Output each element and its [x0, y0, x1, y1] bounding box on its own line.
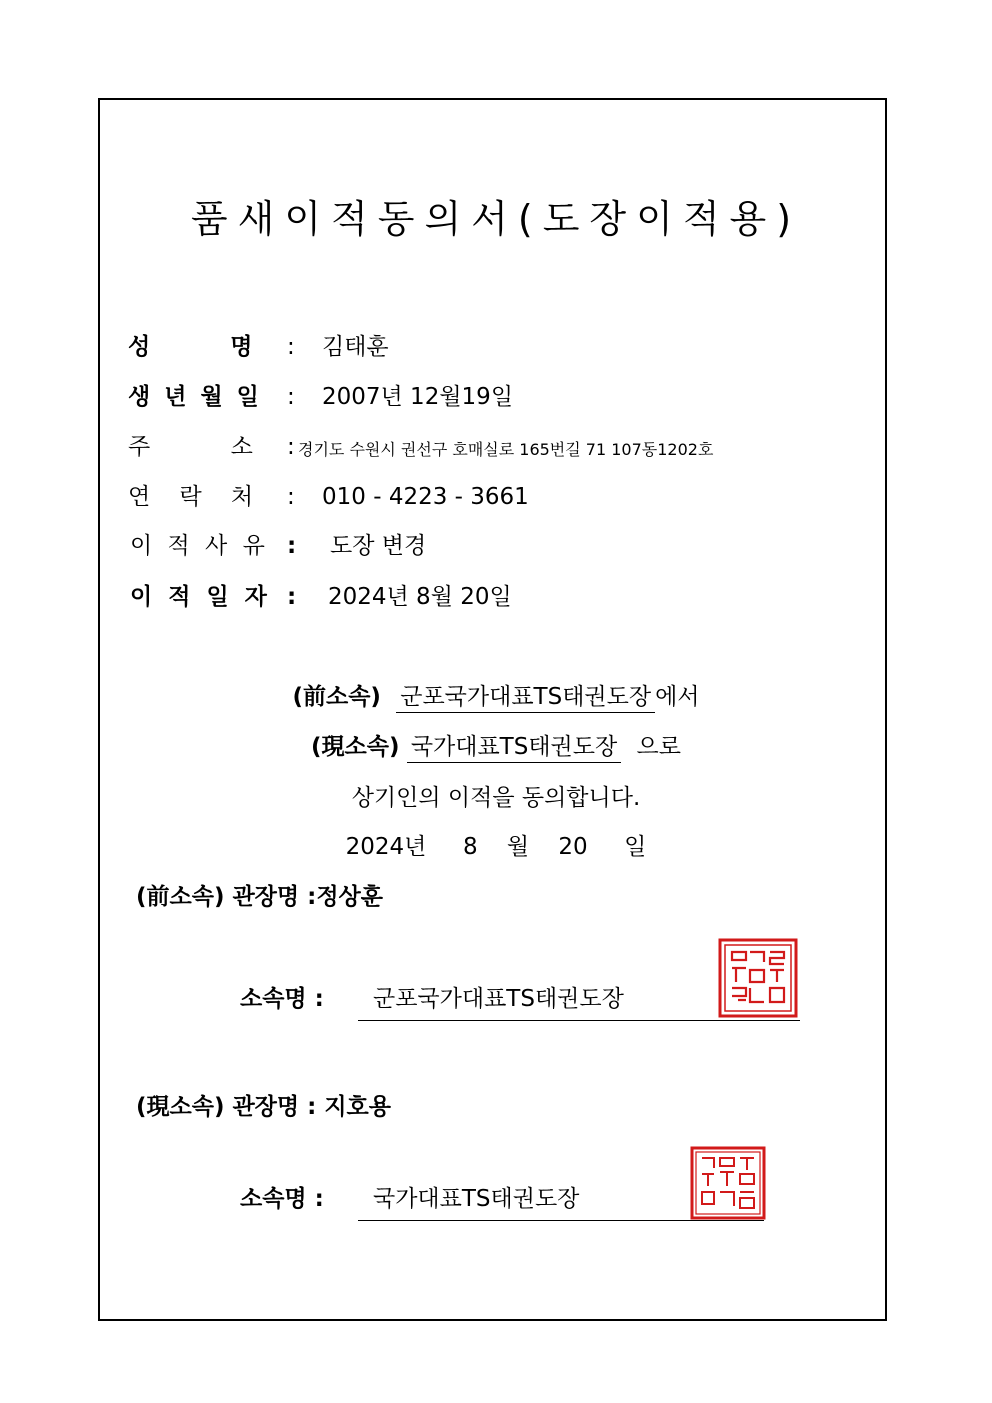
current-signature-line — [358, 1220, 764, 1221]
current-affiliation-value: 국가대표TS태권도장 — [373, 1186, 580, 1212]
previous-seal-stamp — [718, 938, 798, 1018]
name-value: 김태훈 — [322, 334, 389, 360]
current-seal-stamp — [690, 1146, 766, 1220]
name-label: 성 명 — [128, 334, 253, 360]
previous-affiliation-statement — [0, 686, 992, 709]
birth-value: 2007년 12월19일 — [322, 384, 514, 410]
transfer-date-value: 2024년 8월 20일 — [328, 584, 512, 610]
consent-text: 상기인의 이적을 동의합니다. — [351, 785, 641, 811]
contact-colon: : — [287, 484, 295, 510]
address-label: 주 소 — [128, 434, 253, 460]
current-affiliation-label: 소속명 : — [240, 1186, 324, 1212]
contact-value: 010 - 4223 - 3661 — [322, 484, 529, 510]
current-suffix: 으로 — [636, 734, 681, 760]
consent-date-month-unit: 월 — [506, 834, 530, 860]
birth-colon: : — [287, 384, 295, 410]
previous-signature-line — [358, 1020, 800, 1021]
address-colon: : — [287, 434, 295, 460]
transfer-date-label: 이 적 일 자 — [130, 584, 271, 610]
consent-date — [0, 836, 992, 859]
previous-affiliation-value: 군포국가대표TS태권도장 — [373, 986, 624, 1012]
current-prefix: (現소속) — [311, 734, 400, 760]
current-affiliation-statement — [0, 736, 992, 759]
contact-label: 연 락 처 — [128, 484, 254, 510]
reason-value: 도장 변경 — [330, 533, 427, 559]
reason-label: 이 적 사 유 — [130, 533, 269, 559]
consent-date-day-unit: 일 — [624, 834, 647, 860]
previous-affiliation-label: 소속명 : — [240, 986, 324, 1012]
transfer-date-colon: : — [287, 584, 297, 610]
name-colon: : — [287, 334, 295, 360]
previous-head-line: (前소속) 관장명 :정상훈 — [136, 884, 383, 910]
address-value: 경기도 수원시 권선구 호매실로 165번길 71 107동1202호 — [298, 440, 714, 459]
consent-date-day: 20 — [558, 834, 588, 860]
current-head-line: (現소속) 관장명 : 지호용 — [136, 1094, 391, 1120]
previous-prefix: (前소속) — [292, 684, 381, 710]
previous-suffix: 에서 — [655, 684, 700, 710]
reason-colon: : — [287, 533, 297, 559]
consent-date-month: 8 — [462, 834, 478, 860]
current-gym-name: 국가대표TS태권도장 — [407, 734, 621, 763]
document-title: 품새이적동의서(도장이적용) — [190, 197, 802, 241]
consent-date-year: 2024년 — [345, 834, 427, 860]
birth-label: 생 년 월 일 — [128, 384, 262, 410]
previous-gym-name: 군포국가대표TS태권도장 — [396, 684, 655, 713]
